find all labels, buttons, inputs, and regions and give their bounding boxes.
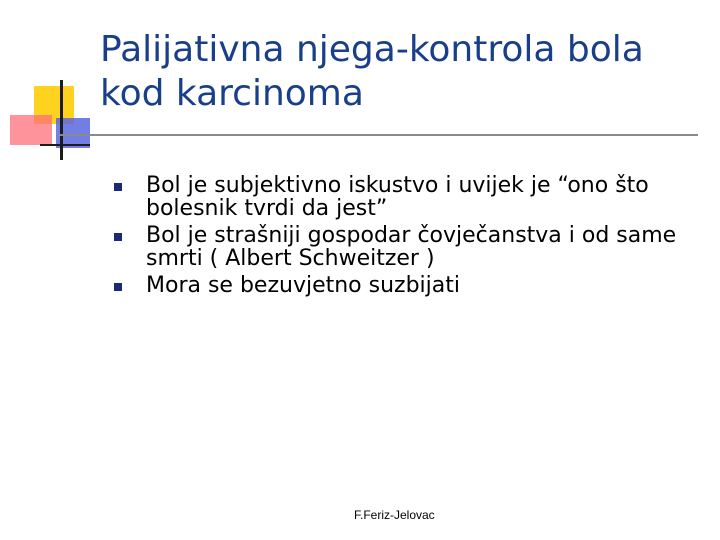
footer-author: F.Feriz-Jelovac [354,508,435,522]
square-bullet-icon [114,283,122,291]
bullet-list [114,174,694,301]
bullet-text: Mora se bezuvjetno suzbijati [146,273,460,298]
title-underline [58,134,698,136]
bullet-item [114,174,694,220]
vertical-line-decoration [60,80,63,160]
square-bullet-icon [114,233,122,241]
square-bullet-icon [114,183,122,191]
horizontal-line-decoration [40,144,90,146]
bullet-item [114,274,694,297]
bullet-text: Bol je subjektivno iskustvo i uvijek je “ono što bolesnik tvrdi da jest” [146,173,649,221]
slide-title: Palijativna njega-kontrola bola kod karcinoma [100,29,644,114]
corner-decoration [0,0,110,170]
pink-square-decoration [10,115,52,145]
bullet-item [114,224,694,270]
bullet-text: Bol je strašniji gospodar čovječanstva i od same smrti ( Albert Schweitzer ) [146,223,677,271]
